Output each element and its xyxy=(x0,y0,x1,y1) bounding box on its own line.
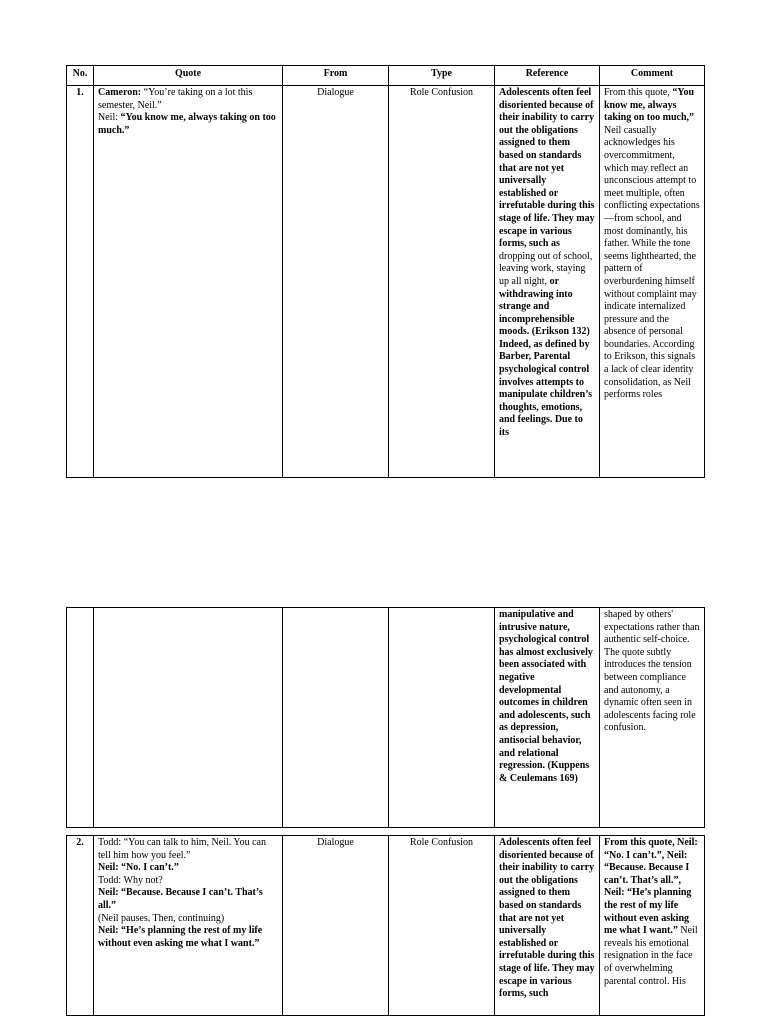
comment-cell: shaped by others' expectations rather than authentic self-choice. The quote subtly introduces the tension between compliance and autonomy, a dynamic often seen in adolescents facing role confusion. xyxy=(600,608,705,828)
quote-cell xyxy=(94,836,283,1016)
analysis-table-page1 xyxy=(66,65,705,478)
type-cell: Role Confusion xyxy=(389,836,495,1016)
speaker-label: Neil: xyxy=(98,112,121,124)
quote-line: Todd: “You can talk to him, Neil. You can tell him how you feel.” xyxy=(98,837,266,861)
type-cell: Role Confusion xyxy=(389,86,495,478)
comment-plain: From this quote, xyxy=(604,87,673,98)
row-number xyxy=(67,608,94,828)
speaker-label: Cameron: xyxy=(98,87,142,98)
analysis-table-page2-continuation xyxy=(66,607,705,828)
header-reference: Reference xyxy=(495,66,600,86)
comment-plain: Neil reveals his emotional resignation in the face of overwhelming parental control. His xyxy=(604,925,698,987)
reference-plain: dropping out of school, leaving work, staying up all night, xyxy=(499,250,593,287)
table-header-row xyxy=(67,66,705,86)
row-number: 2. xyxy=(67,836,94,1016)
row-number: 1. xyxy=(67,86,94,478)
reference-bold: or withdrawing into strange and incomprehensible moods. (Erikson 132) Indeed, as defined by Barber, Parental psychological control involves attempts to manipulate children’s thoughts, emotions, and feelings. Due to its xyxy=(499,275,593,439)
quote-text: “You know me, always taking on too much.” xyxy=(98,112,276,136)
quote-line: Todd: Why not? xyxy=(98,874,163,886)
table-row xyxy=(67,836,705,1016)
quote-text: “You’re taking on a lot this semester, Neil.” xyxy=(98,87,253,111)
type-cell xyxy=(389,608,495,828)
comment-cell xyxy=(600,836,705,1016)
quote-line xyxy=(98,112,278,137)
from-cell xyxy=(283,608,389,828)
comment-plain: Neil casually acknowledges his overcommitment, which may reflect an unconscious attempt to meet multiple, often conflicting expectations—from school, and most dominantly, his father. While the tone seems lighthearted, the pattern of overburdening himself without complaint may indicate internalized pressure and the absence of personal boundaries. According to Erikson, this signals a lack of clear identity consolidation, as Neil performs roles xyxy=(604,124,700,401)
quote-line: (Neil pauses. Then, continuing) xyxy=(98,912,225,924)
header-quote: Quote xyxy=(94,66,283,86)
quote-line xyxy=(98,87,278,112)
table-row xyxy=(67,608,705,828)
quote-line: Neil: “No. I can’t.” xyxy=(98,862,179,874)
comment-bold: “You know me, always taking on too much,” xyxy=(604,87,695,124)
comment-cell xyxy=(600,86,705,478)
quote-cell xyxy=(94,86,283,478)
reference-cell xyxy=(495,86,600,478)
table-row xyxy=(67,86,705,478)
analysis-table-row2 xyxy=(66,835,705,1016)
quote-line: Neil: “He’s planning the rest of my life without even asking me what I want.” xyxy=(98,925,263,949)
reference-bold: Adolescents often feel disoriented because of their inability to carry out the obligations assigned to them based on standards that are not yet universally established or irrefutable during this stage of life. They may escape in various forms, such as xyxy=(499,87,595,250)
reference-cell: Adolescents often feel disoriented because of their inability to carry out the obligations assigned to them based on standards that are not yet universally established or irrefutable during this stage of life. They may escape in various forms, such xyxy=(495,836,600,1016)
header-no: No. xyxy=(67,66,94,86)
quote-cell xyxy=(94,608,283,828)
header-type: Type xyxy=(389,66,495,86)
quote-line: Neil: “Because. Because I can’t. That’s all.” xyxy=(98,887,263,911)
header-comment: Comment xyxy=(600,66,705,86)
from-cell: Dialogue xyxy=(283,836,389,1016)
header-from: From xyxy=(283,66,389,86)
from-cell: Dialogue xyxy=(283,86,389,478)
reference-cell: manipulative and intrusive nature, psychological control has almost exclusively been associated with negative developmental outcomes in children and adolescents, such as depression, antisocial behavior, and relational regression. (Kuppens & Ceulemans 169) xyxy=(495,608,600,828)
comment-bold: From this quote, Neil: “No. I can’t.”, Neil: “Because. Because I can’t. That’s all.”, Neil: “He’s planning the rest of my life without even asking me what I want.” xyxy=(604,837,698,937)
